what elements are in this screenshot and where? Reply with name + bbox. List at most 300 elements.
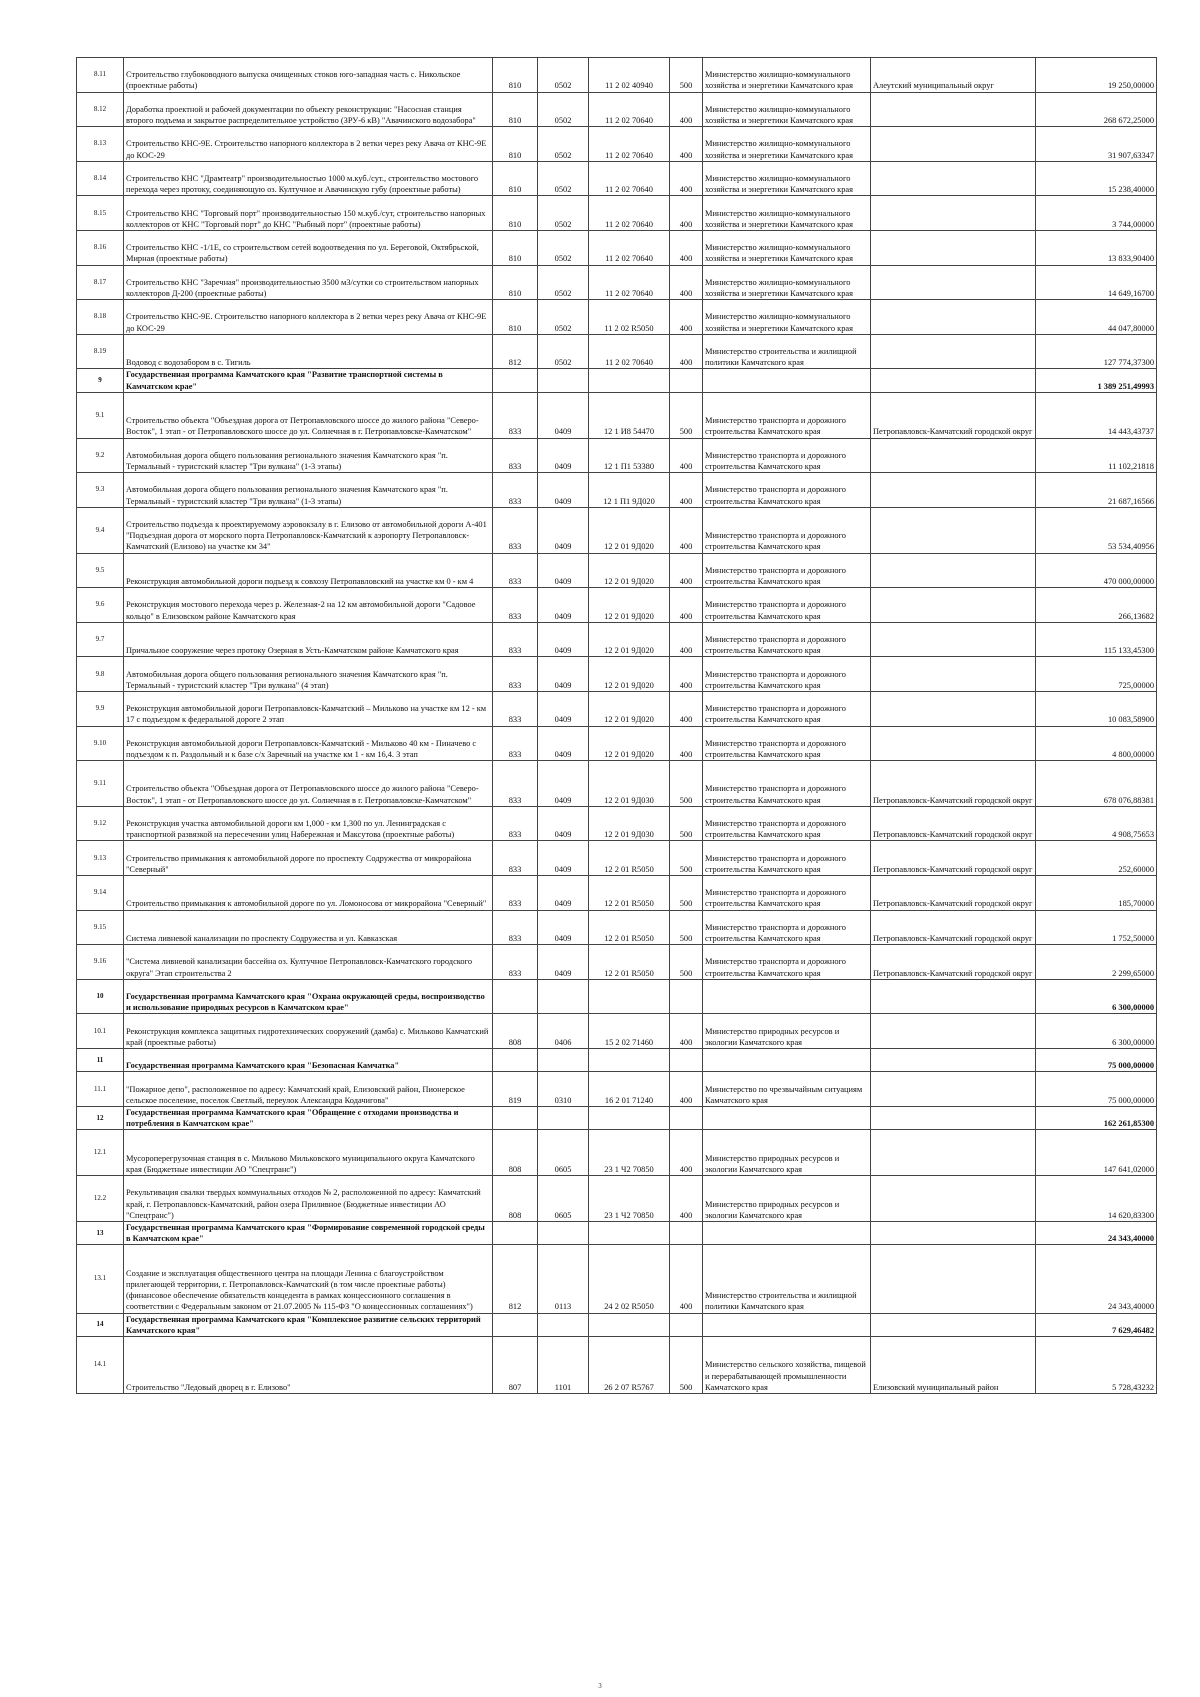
expense-type-code-cell	[670, 945, 703, 980]
grbs-code: 833	[508, 461, 522, 471]
responsible-ministry: Министерство сельского хозяйства, пищевой и перерабатывающей промышленности Камчатского края	[705, 1360, 866, 1392]
responsible-ministry-cell	[703, 876, 871, 911]
object-name-cell	[124, 622, 493, 657]
expense-type-code: 500	[679, 1382, 693, 1392]
table-row	[77, 657, 1157, 692]
responsible-ministry: Министерство жилищно-коммунального хозяйства и энергетики Камчатского края	[705, 277, 853, 298]
grbs-code: 808	[508, 1210, 522, 1220]
object-name-cell	[124, 979, 493, 1014]
municipality-cell	[871, 161, 1036, 196]
target-article-code: 24 2 02 R5050	[604, 1302, 654, 1312]
target-article-code: 11 2 02 70640	[605, 185, 653, 195]
section-code: 0310	[554, 1095, 572, 1105]
municipality-cell	[871, 979, 1036, 1014]
responsible-ministry: Министерство транспорта и дорожного строительства Камчатского края	[705, 738, 846, 759]
target-article-code: 12 2 01 9Д020	[604, 542, 654, 552]
target-article-code-cell	[589, 1245, 670, 1313]
row-number: 13	[96, 1228, 104, 1237]
responsible-ministry-cell	[703, 945, 871, 980]
object-name-cell	[124, 1072, 493, 1107]
expense-type-code: 400	[679, 715, 693, 725]
section-code-cell	[538, 761, 589, 807]
expense-type-code-cell	[670, 1049, 703, 1072]
amount-cell	[1036, 1337, 1157, 1394]
object-name-cell	[124, 1107, 493, 1130]
target-article-code: 11 2 02 70640	[605, 115, 653, 125]
object-name-cell	[124, 473, 493, 508]
amount-cell	[1036, 196, 1157, 231]
target-article-code-cell	[589, 334, 670, 369]
expense-type-code: 400	[679, 461, 693, 471]
grbs-code-cell	[493, 1072, 538, 1107]
section-code: 0409	[554, 864, 572, 874]
expense-type-code-cell	[670, 553, 703, 588]
amount: 162 261,85300	[1103, 1119, 1154, 1129]
grbs-code: 812	[508, 358, 522, 368]
section-code: 0502	[554, 81, 572, 91]
responsible-ministry-cell	[703, 1072, 871, 1107]
target-article-code-cell	[589, 910, 670, 945]
row-number: 8.11	[94, 70, 106, 79]
amount-cell	[1036, 588, 1157, 623]
grbs-code-cell	[493, 265, 538, 300]
table-row	[77, 1337, 1157, 1394]
grbs-code: 810	[508, 185, 522, 195]
amount-cell	[1036, 58, 1157, 93]
row-number-cell	[77, 691, 124, 726]
expense-type-code-cell	[670, 1014, 703, 1049]
amount: 2 299,65000	[1112, 968, 1154, 978]
row-number: 9.15	[93, 922, 107, 931]
expense-type-code-cell	[670, 127, 703, 162]
row-number-cell	[77, 127, 124, 162]
responsible-ministry-cell	[703, 196, 871, 231]
municipality-cell	[871, 438, 1036, 473]
page-number: 3	[598, 1682, 602, 1690]
responsible-ministry-cell	[703, 1107, 871, 1130]
grbs-code-cell	[493, 691, 538, 726]
object-name: Строительство КНС-9Е. Строительство напорного коллектора в 2 ветки через реку Авача от КНС-9Е до КОС-29	[126, 139, 487, 160]
amount-cell	[1036, 300, 1157, 335]
target-article-code: 12 1 П1 53380	[603, 461, 655, 471]
responsible-ministry-cell	[703, 910, 871, 945]
section-code-cell	[538, 438, 589, 473]
responsible-ministry-cell	[703, 841, 871, 876]
amount: 14 649,16700	[1107, 288, 1154, 298]
expense-type-code: 400	[679, 219, 693, 229]
amount: 725,00000	[1118, 680, 1154, 690]
row-number: 8.14	[93, 173, 107, 182]
amount-cell	[1036, 1107, 1157, 1130]
grbs-code-cell	[493, 1245, 538, 1313]
target-article-code-cell	[589, 127, 670, 162]
section-code: 1101	[554, 1382, 572, 1392]
expense-type-code-cell	[670, 691, 703, 726]
grbs-code-cell	[493, 876, 538, 911]
grbs-code-cell	[493, 553, 538, 588]
amount-cell	[1036, 1222, 1157, 1245]
object-name-cell	[124, 1337, 493, 1394]
municipality-cell	[871, 553, 1036, 588]
responsible-ministry-cell	[703, 265, 871, 300]
amount: 4 908,75653	[1112, 830, 1154, 840]
expense-type-code: 500	[679, 795, 693, 805]
expense-type-code-cell	[670, 1176, 703, 1222]
section-code-cell	[538, 369, 589, 392]
target-article-code-cell	[589, 657, 670, 692]
section-code-cell	[538, 300, 589, 335]
expense-type-code: 500	[679, 864, 693, 874]
row-number-cell	[77, 657, 124, 692]
section-code: 0406	[554, 1037, 572, 1047]
amount: 6 300,00000	[1112, 1037, 1154, 1047]
target-article-code: 12 2 01 9Д030	[604, 795, 654, 805]
row-number-cell	[77, 507, 124, 553]
responsible-ministry-cell	[703, 507, 871, 553]
row-number-cell	[77, 1014, 124, 1049]
object-name-cell	[124, 1014, 493, 1049]
municipality-cell	[871, 369, 1036, 392]
section-code-cell	[538, 1072, 589, 1107]
object-name: Строительство КНС "Драмтеатр" производительностью 1000 м.куб./сут., строительство мостового перехода через протоку, соединяющую оз. Култучное и Авачинскую губу (проектные работы)	[126, 173, 479, 195]
row-number: 10.1	[93, 1026, 107, 1035]
table-row	[77, 691, 1157, 726]
expense-type-code-cell	[670, 876, 703, 911]
responsible-ministry: Министерство транспорта и дорожного строительства Камчатского края	[705, 565, 846, 586]
grbs-code-cell	[493, 1176, 538, 1222]
section-code: 0409	[554, 542, 572, 552]
row-number: 13.1	[93, 1274, 107, 1283]
amount: 7 629,46482	[1112, 1325, 1154, 1335]
object-name-cell	[124, 230, 493, 265]
row-number-cell	[77, 1337, 124, 1394]
responsible-ministry-cell	[703, 438, 871, 473]
expense-type-code: 400	[679, 323, 693, 333]
municipality-cell	[871, 473, 1036, 508]
target-article-code: 12 2 01 R5050	[604, 899, 654, 909]
expense-type-code: 400	[679, 1037, 693, 1047]
target-article-code-cell	[589, 1049, 670, 1072]
table-row	[77, 334, 1157, 369]
responsible-ministry: Министерство транспорта и дорожного строительства Камчатского края	[705, 784, 846, 805]
target-article-code: 15 2 02 71460	[604, 1037, 654, 1047]
amount: 5 728,43232	[1112, 1382, 1154, 1392]
responsible-ministry-cell	[703, 1313, 871, 1336]
row-number: 9	[98, 375, 102, 384]
responsible-ministry: Министерство жилищно-коммунального хозяйства и энергетики Камчатского края	[705, 173, 853, 195]
row-number: 9.3	[95, 485, 105, 494]
municipality-cell	[871, 1222, 1036, 1245]
target-article-code: 12 2 01 R5050	[604, 864, 654, 874]
section-code-cell	[538, 910, 589, 945]
responsible-ministry: Министерство транспорта и дорожного строительства Камчатского края	[705, 600, 846, 621]
municipality-cell	[871, 841, 1036, 876]
municipality-cell	[871, 657, 1036, 692]
municipality-cell	[871, 1049, 1036, 1072]
target-article-code-cell	[589, 691, 670, 726]
row-number-cell	[77, 265, 124, 300]
row-number: 11.1	[94, 1084, 106, 1093]
row-number: 10	[96, 992, 104, 1001]
responsible-ministry: Министерство жилищно-коммунального хозяйства и энергетики Камчатского края	[705, 104, 853, 125]
amount-cell	[1036, 438, 1157, 473]
amount-cell	[1036, 1245, 1157, 1313]
row-number-cell	[77, 92, 124, 127]
grbs-code-cell	[493, 438, 538, 473]
expense-type-code-cell	[670, 1313, 703, 1336]
object-name: Строительство объекта "Объездная дорога от Петропавловского шоссе до жилого района "Северо-Восток", 1 этап - от Петропавловского шоссе до ул. Солнечная в г. Петропавловске-Камчатском"	[126, 416, 479, 437]
section-code: 0502	[554, 323, 572, 333]
section-code-cell	[538, 1176, 589, 1222]
amount-cell	[1036, 1049, 1157, 1072]
object-name: Строительство КНС "Заречная" производительностью 3500 м3/сутки со строительством напорных коллекторов Д-200 (проектные работы)	[126, 277, 479, 298]
amount-cell	[1036, 507, 1157, 553]
object-name: Реконструкция участка автомобильной дороги км 1,000 - км 1,300 по ул. Ленинградская с транспортной развязкой на пересечении улиц Набережная и Максутова (проектные работы)	[126, 819, 455, 840]
amount: 268 672,25000	[1103, 115, 1154, 125]
expense-type-code: 400	[679, 150, 693, 160]
amount: 1 389 251,49993	[1097, 381, 1154, 391]
responsible-ministry-cell	[703, 1245, 871, 1313]
amount: 3 744,00000	[1112, 219, 1154, 229]
grbs-code-cell	[493, 979, 538, 1014]
row-number-cell	[77, 438, 124, 473]
grbs-code: 808	[508, 1165, 522, 1175]
responsible-ministry-cell	[703, 1130, 871, 1176]
row-number-cell	[77, 841, 124, 876]
expense-type-code: 400	[679, 680, 693, 690]
section-code-cell	[538, 392, 589, 438]
row-number: 8.12	[93, 104, 107, 113]
grbs-code: 812	[508, 1302, 522, 1312]
section-code-cell	[538, 127, 589, 162]
object-name-cell	[124, 1222, 493, 1245]
expense-type-code-cell	[670, 726, 703, 761]
object-name: Реконструкция автомобильной дороги Петропавловск-Камчатский – Мильково на участке км 12 - км 17 с подъездом к федеральной дороге 2 этап	[126, 704, 487, 725]
target-article-code-cell	[589, 945, 670, 980]
section-code-cell	[538, 1107, 589, 1130]
object-name: Рекультивация свалки твердых коммунальных отходов № 2, расположенной по адресу: Камчатский край, г. Петропавловск-Камчатский, район озера Приливное (Бюджетные инвестиции АО "Спецтранс")	[126, 1188, 481, 1220]
object-name: Государственная программа Камчатского края "Формирование современной городской среды в Камчатском крае"	[126, 1223, 485, 1244]
object-name: "Пожарное депо", расположенное по адресу: Камчатский край, Елизовский район, Пионерское сельское поселение, поселок Светлый, переулок Александра Кодачигова"	[126, 1084, 465, 1105]
target-article-code: 12 2 01 9Д020	[604, 576, 654, 586]
expense-type-code-cell	[670, 507, 703, 553]
object-name: Строительство "Ледовый дворец в г. Елизово"	[126, 1382, 291, 1392]
grbs-code: 810	[508, 288, 522, 298]
target-article-code: 11 2 02 R5050	[604, 323, 654, 333]
section-code-cell	[538, 622, 589, 657]
amount-cell	[1036, 1130, 1157, 1176]
grbs-code-cell	[493, 1130, 538, 1176]
expense-type-code-cell	[670, 588, 703, 623]
object-name: Реконструкция комплекса защитных гидротехнических сооружений (дамба) с. Мильково Камчатский край (проектные работы)	[126, 1026, 489, 1047]
amount-cell	[1036, 806, 1157, 841]
responsible-ministry: Министерство транспорта и дорожного строительства Камчатского края	[705, 704, 846, 725]
row-number-cell	[77, 945, 124, 980]
amount-cell	[1036, 691, 1157, 726]
row-number-cell	[77, 473, 124, 508]
section-code-cell	[538, 161, 589, 196]
object-name-cell	[124, 1313, 493, 1336]
responsible-ministry: Министерство транспорта и дорожного строительства Камчатского края	[705, 957, 846, 978]
object-name: "Система ливневой канализации бассейна оз. Култучное Петропавловск-Камчатского городского округа" Этап строительства 2	[126, 957, 473, 978]
target-article-code-cell	[589, 553, 670, 588]
expense-type-code: 400	[679, 576, 693, 586]
section-code: 0605	[554, 1165, 572, 1175]
object-name: Автомобильная дорога общего пользования регионального значения Камчатского края "п. Термальный - туристский кластер "Три вулкана" (4 этап)	[126, 669, 448, 690]
row-number: 8.19	[93, 346, 107, 355]
section-code-cell	[538, 841, 589, 876]
section-code-cell	[538, 1049, 589, 1072]
municipality-cell	[871, 392, 1036, 438]
responsible-ministry-cell	[703, 161, 871, 196]
amount: 14 443,43737	[1107, 427, 1154, 437]
program-row	[77, 1313, 1157, 1336]
amount: 21 687,16566	[1107, 496, 1154, 506]
grbs-code: 833	[508, 830, 522, 840]
grbs-code-cell	[493, 196, 538, 231]
responsible-ministry-cell	[703, 1014, 871, 1049]
amount-cell	[1036, 910, 1157, 945]
amount-cell	[1036, 553, 1157, 588]
target-article-code-cell	[589, 761, 670, 807]
target-article-code-cell	[589, 1222, 670, 1245]
row-number: 11	[96, 1055, 104, 1064]
row-number: 9.1	[95, 410, 105, 419]
amount: 10 083,58900	[1107, 715, 1154, 725]
responsible-ministry-cell	[703, 1222, 871, 1245]
target-article-code-cell	[589, 92, 670, 127]
object-name: Водовод с водозабором в с. Тигиль	[126, 358, 251, 368]
amount-cell	[1036, 92, 1157, 127]
row-number-cell	[77, 1245, 124, 1313]
target-article-code-cell	[589, 230, 670, 265]
target-article-code: 12 2 01 9Д020	[604, 749, 654, 759]
grbs-code-cell	[493, 127, 538, 162]
target-article-code-cell	[589, 588, 670, 623]
amount-cell	[1036, 945, 1157, 980]
expense-type-code-cell	[670, 1072, 703, 1107]
expense-type-code: 400	[679, 115, 693, 125]
responsible-ministry-cell	[703, 58, 871, 93]
target-article-code: 12 2 01 9Д030	[604, 830, 654, 840]
amount: 31 907,63347	[1107, 150, 1154, 160]
target-article-code-cell	[589, 876, 670, 911]
row-number-cell	[77, 1130, 124, 1176]
responsible-ministry-cell	[703, 553, 871, 588]
grbs-code: 833	[508, 749, 522, 759]
amount-cell	[1036, 761, 1157, 807]
amount-cell	[1036, 876, 1157, 911]
municipality: Алеутский муниципальный округ	[873, 81, 994, 91]
object-name-cell	[124, 127, 493, 162]
table-row	[77, 392, 1157, 438]
amount: 13 833,90400	[1107, 254, 1154, 264]
section-code: 0409	[554, 496, 572, 506]
responsible-ministry: Министерство транспорта и дорожного строительства Камчатского края	[705, 450, 846, 471]
responsible-ministry-cell	[703, 806, 871, 841]
target-article-code: 11 2 02 70640	[605, 288, 653, 298]
grbs-code-cell	[493, 230, 538, 265]
amount: 470 000,00000	[1103, 576, 1154, 586]
grbs-code: 833	[508, 576, 522, 586]
grbs-code-cell	[493, 1014, 538, 1049]
municipality-cell	[871, 507, 1036, 553]
expense-type-code-cell	[670, 473, 703, 508]
responsible-ministry-cell	[703, 979, 871, 1014]
table-row	[77, 588, 1157, 623]
municipality-cell	[871, 230, 1036, 265]
row-number: 14.1	[93, 1360, 107, 1369]
row-number-cell	[77, 369, 124, 392]
row-number-cell	[77, 392, 124, 438]
amount: 14 620,83300	[1107, 1210, 1154, 1220]
grbs-code-cell	[493, 806, 538, 841]
expense-type-code: 500	[679, 934, 693, 944]
target-article-code: 16 2 01 71240	[604, 1095, 654, 1105]
target-article-code-cell	[589, 473, 670, 508]
section-code: 0409	[554, 576, 572, 586]
target-article-code-cell	[589, 300, 670, 335]
object-name-cell	[124, 196, 493, 231]
row-number: 9.14	[93, 888, 107, 897]
expense-type-code: 400	[679, 288, 693, 298]
object-name-cell	[124, 1130, 493, 1176]
responsible-ministry: Министерство транспорта и дорожного строительства Камчатского края	[705, 853, 846, 874]
object-name: Строительство подъезда к проектируемому аэровокзалу в г. Елизово от автомобильной дороги А-401 "Подъездная дорога от морского порта Петропавловск-Камчатский к аэропорту Петропавловск-Камчатский (Елизово) на участке км 34"	[126, 519, 487, 552]
row-number-cell	[77, 553, 124, 588]
row-number-cell	[77, 588, 124, 623]
grbs-code-cell	[493, 726, 538, 761]
object-name-cell	[124, 1245, 493, 1313]
amount: 1 752,50000	[1112, 934, 1154, 944]
section-code-cell	[538, 1014, 589, 1049]
municipality-cell	[871, 910, 1036, 945]
grbs-code-cell	[493, 161, 538, 196]
row-number-cell	[77, 1176, 124, 1222]
target-article-code: 12 2 01 9Д020	[604, 715, 654, 725]
responsible-ministry-cell	[703, 300, 871, 335]
row-number: 9.2	[95, 450, 105, 459]
row-number: 9.5	[95, 565, 105, 574]
section-code-cell	[538, 588, 589, 623]
amount-cell	[1036, 127, 1157, 162]
target-article-code-cell	[589, 392, 670, 438]
section-code-cell	[538, 334, 589, 369]
grbs-code: 833	[508, 646, 522, 656]
section-code-cell	[538, 726, 589, 761]
section-code: 0409	[554, 461, 572, 471]
amount-cell	[1036, 1014, 1157, 1049]
expense-type-code: 400	[679, 358, 693, 368]
section-code-cell	[538, 876, 589, 911]
object-name-cell	[124, 876, 493, 911]
object-name-cell	[124, 910, 493, 945]
expense-type-code: 500	[679, 968, 693, 978]
object-name: Автомобильная дорога общего пользования регионального значения Камчатского края "п. Термальный - туристский кластер "Три вулкана" (1-3 этапы)	[126, 485, 448, 506]
program-row	[77, 369, 1157, 392]
municipality-cell	[871, 806, 1036, 841]
object-name-cell	[124, 1176, 493, 1222]
amount-cell	[1036, 369, 1157, 392]
object-name: Реконструкция автомобильной дороги подъезд к совхозу Петропавловский на участке км 0 - км 4	[126, 576, 474, 586]
grbs-code: 833	[508, 715, 522, 725]
section-code: 0409	[554, 646, 572, 656]
row-number-cell	[77, 726, 124, 761]
amount: 4 800,00000	[1112, 749, 1154, 759]
grbs-code: 833	[508, 899, 522, 909]
table-row	[77, 1014, 1157, 1049]
row-number-cell	[77, 230, 124, 265]
